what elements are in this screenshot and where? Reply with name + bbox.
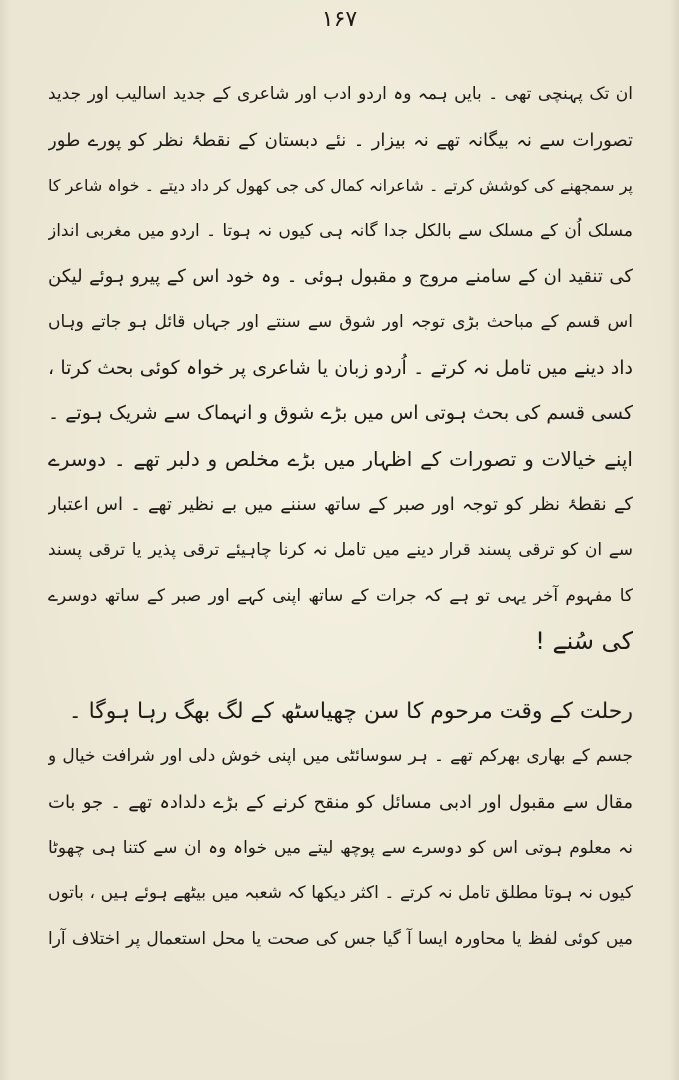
text-line: کی تنقید ان کے سامنے مروج و مقبول ہوئی ۔ وہ خود اس کے پیرو ہوئے لیکن (48, 266, 633, 288)
text-line: مسلک اُن کے مسلک سے بالکل جدا گانہ ہی کیوں نہ ہوتا ۔ اردو میں مغربی انداز (48, 220, 633, 241)
text-line: کیوں نہ ہوتا مطلق تامل نہ کرتے ۔ اکثر دیکھا کہ شعبہ میں بیٹھے ہوئے ہیں ، باتوں (48, 883, 633, 904)
text-line: تصورات سے نہ بیگانہ تھے نہ بیزار ۔ نئے دبستان کے نقطۂ نظر کو پورے طور (48, 129, 633, 151)
text-line: میں کوئی لفظ یا محاورہ ایسا آ گیا جس کی صحت یا محل استعمال پر اختلاف آرا (48, 928, 633, 949)
text-line: ان تک پہنچی تھی ۔ بایں ہمہ وہ اردو ادب اور شاعری کے جدید اسالیب اور جدید (48, 84, 633, 104)
text-line: اس قسم کے مباحث بڑی توجہ اور شوق سے سنتے اور جہاں قائل ہو جاتے وہاں (48, 311, 633, 332)
text-line: مقال سے مقبول اور ادبی مسائل کو منقح کرنے کے بڑے دلدادہ تھے ۔ جو بات (48, 791, 633, 813)
text-line: رحلت کے وقت مرحوم کا سن چھیاسٹھ کے لگ بھگ رہا ہوگا ۔ (68, 698, 633, 724)
page-number: ۱۶۷ (321, 7, 358, 32)
paragraph (48, 72, 633, 665)
text-line: سے ان کو ترقی پسند قرار دینے میں تامل نہ کرنا چاہیئے ترقی پذیر یا ترقی پسند (48, 539, 633, 560)
body-text (48, 72, 633, 962)
text-line: نہ معلوم ہوتی اس کو دوسرے سے پوچھ لیتے میں خواہ وہ ان سے کتنا ہی چھوٹا (48, 837, 633, 858)
text-line: پر سمجھنے کی کوشش کرتے ۔ شاعرانہ کمال کی جی کھول کر داد دیتے ۔ خواہ شاعر کا (48, 176, 633, 196)
text-line: کے نقطۂ نظر کو توجہ اور صبر کے ساتھ سننے میں بے نظیر تھے ۔ اس اعتبار (48, 494, 633, 516)
text-line: کا مفہوم آخر یہی تو ہے کہ جرات کے ساتھ اپنی کہے اور صبر کے ساتھ دوسرے (48, 585, 633, 606)
text-line: جسم کے بھاری بھرکم تھے ۔ ہر سوسائٹی میں اپنی خوش دلی اور شرافت خیال و (48, 746, 633, 767)
text-line: اپنے خیالات و تصورات کے اظہار میں بڑے مخلص و دلبر تھے ۔ دوسرے (48, 446, 633, 471)
text-line: کی سُنے ! (535, 627, 633, 656)
text-line: داد دینے میں تامل نہ کرتے ۔ اُردو زبان یا شاعری پر خواہ کوئی بحث کرتا ، (48, 356, 633, 379)
paragraph (48, 689, 633, 963)
text-line: کسی قسم کی بحث ہوتی اس میں بڑے شوق و انہماک سے شریک ہوتے ۔ (48, 402, 633, 425)
